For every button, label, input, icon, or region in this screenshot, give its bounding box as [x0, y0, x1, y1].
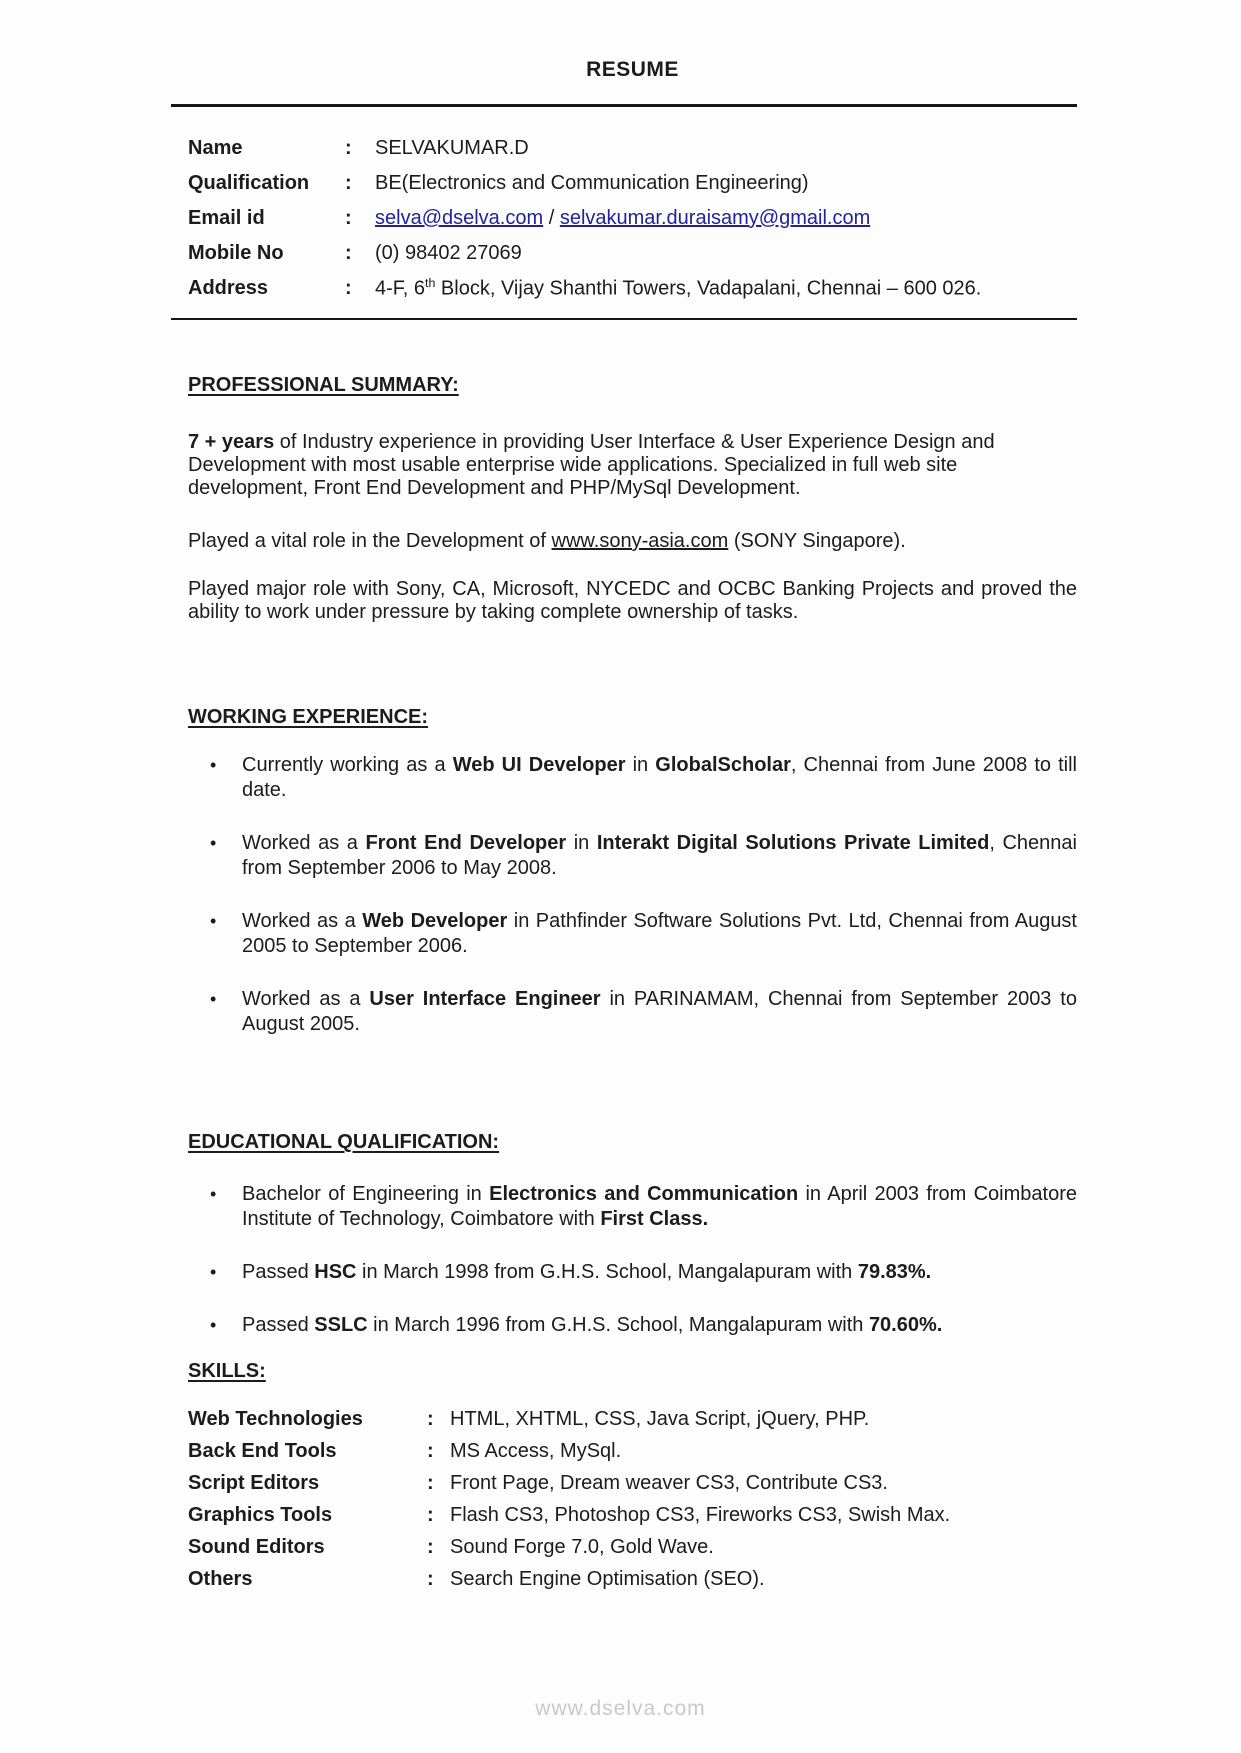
text-segment: SSLC	[314, 1314, 368, 1336]
sony-asia-url: www.sony-asia.com	[551, 530, 729, 552]
education-text	[242, 1183, 1077, 1230]
text-segment: Web UI Developer	[452, 754, 626, 776]
contact-block	[188, 131, 1077, 306]
bullet-icon: •	[210, 1262, 217, 1282]
skill-value: Search Engine Optimisation (SEO).	[450, 1567, 765, 1590]
colon-separator: :	[427, 1535, 434, 1558]
text-segment: Worked as a	[242, 988, 370, 1010]
experience-item	[188, 909, 1077, 959]
education-text	[242, 1314, 942, 1336]
skill-value: HTML, XHTML, CSS, Java Script, jQuery, PHP.	[450, 1407, 870, 1430]
text-segment: 4-F, 6	[375, 277, 426, 300]
text-segment: in	[566, 832, 597, 854]
text-segment: in April 2003 from Coimbatore Institute of Technology, Coimbatore with	[242, 1183, 1077, 1230]
contact-label: Mobile No	[188, 242, 284, 264]
skill-value: Sound Forge 7.0, Gold Wave.	[450, 1535, 714, 1558]
text-segment: , Chennai from June 2008 to till date.	[242, 754, 1077, 801]
education-list	[188, 1182, 1077, 1338]
contact-label: Name	[188, 137, 243, 159]
colon-separator: :	[427, 1407, 434, 1430]
section-heading-skills: SKILLS:	[188, 1360, 266, 1382]
text-segment: Electronics and Communication	[489, 1183, 799, 1205]
summary-paragraph-projects	[188, 578, 1077, 624]
text-segment: Played major role with Sony, CA, Microsoft, NYCEDC and OCBC Banking Projects and proved the ability to work under pressure by taking complete ownership of tasks.	[188, 578, 1077, 623]
header-bottom-divider	[171, 318, 1077, 320]
skill-row	[188, 1499, 1077, 1531]
contact-label: Qualification	[188, 172, 310, 194]
contact-value-mobile	[375, 242, 1077, 265]
text-segment: Passed	[242, 1261, 315, 1283]
text-segment: (SONY Singapore).	[728, 530, 906, 552]
resume-title: RESUME	[586, 58, 679, 81]
footer-watermark: www.dselva.com	[535, 1697, 706, 1720]
colon-separator: :	[427, 1471, 434, 1494]
text-segment: of Industry experience in providing User Interface & User Experience Design and Development with most usable enterprise wide applications. Specialized in full web site development, Front End Development and PHP/MySql Development.	[188, 431, 995, 499]
education-text	[242, 1261, 931, 1283]
text-segment: in PARINAMAM, Chennai from September 2003 to August 2005.	[242, 988, 1077, 1035]
skill-row	[188, 1435, 1077, 1467]
skill-label: Web Technologies	[188, 1407, 363, 1430]
contact-label: Email id	[188, 207, 265, 229]
contact-row	[188, 236, 1077, 271]
skill-value: Front Page, Dream weaver CS3, Contribute CS3.	[450, 1471, 888, 1494]
bullet-icon: •	[210, 1315, 217, 1335]
summary-paragraph-sony	[188, 530, 1077, 553]
text-segment: Currently working as a	[242, 754, 453, 776]
colon-separator: :	[345, 137, 352, 159]
section-heading-educational-qualification: EDUCATIONAL QUALIFICATION:	[188, 1131, 500, 1153]
skill-label: Sound Editors	[188, 1535, 325, 1558]
text-segment: 70.60%.	[868, 1314, 943, 1336]
text-segment: Block, Vijay Shanthi Towers, Vadapalani, Chennai – 600 026.	[435, 277, 982, 300]
experience-text	[242, 754, 1077, 801]
skill-value: MS Access, MySql.	[450, 1439, 622, 1462]
text-segment: in March 1996 from G.H.S. School, Mangalapuram with	[367, 1314, 869, 1336]
colon-separator: :	[345, 172, 352, 194]
email-link-secondary[interactable]: selvakumar.duraisamy@gmail.com	[559, 207, 871, 229]
skill-label: Back End Tools	[188, 1439, 337, 1462]
text-segment: BE(Electronics and Communication Engineering)	[375, 172, 809, 194]
text-segment: Worked as a	[242, 910, 363, 932]
contact-row	[188, 271, 1077, 306]
skill-label: Others	[188, 1567, 253, 1590]
skill-label: Script Editors	[188, 1471, 320, 1494]
summary-paragraph-experience	[188, 431, 1077, 500]
experience-text	[242, 832, 1077, 879]
text-segment: GlobalScholar	[655, 754, 791, 776]
header-top-divider	[171, 104, 1077, 107]
text-segment: User Interface Engineer	[369, 988, 601, 1010]
text-segment: 79.83%.	[857, 1261, 932, 1283]
text-segment: Worked as a	[242, 832, 366, 854]
colon-separator: :	[345, 207, 352, 229]
skill-label: Graphics Tools	[188, 1503, 333, 1526]
text-segment: Passed	[242, 1314, 315, 1336]
contact-row	[188, 166, 1077, 201]
text-segment: in Pathfinder Software Solutions Pvt. Ltd, Chennai from August 2005 to September 2006.	[242, 910, 1077, 957]
contact-value-email	[375, 207, 1077, 230]
text-segment: Played a vital role in the Development of	[188, 530, 552, 552]
contact-label: Address	[188, 277, 269, 299]
text-segment: First Class.	[600, 1208, 709, 1230]
education-item	[188, 1182, 1077, 1232]
text-segment: Front End Developer	[365, 832, 567, 854]
experience-list	[188, 753, 1077, 1037]
text-segment: in March 1998 from G.H.S. School, Mangalapuram with	[356, 1261, 858, 1283]
colon-separator: :	[345, 277, 352, 299]
colon-separator: :	[345, 242, 352, 264]
skill-row	[188, 1403, 1077, 1435]
section-heading-working-experience: WORKING EXPERIENCE:	[188, 706, 429, 728]
text-segment: in	[625, 754, 656, 776]
education-item	[188, 1313, 1077, 1338]
text-segment: th	[425, 276, 436, 291]
experience-item	[188, 831, 1077, 881]
text-segment: /	[543, 207, 560, 229]
colon-separator: :	[427, 1567, 434, 1590]
text-segment: Bachelor of Engineering in	[242, 1183, 490, 1205]
contact-row	[188, 201, 1077, 236]
text-segment: Interakt Digital Solutions Private Limited	[596, 832, 990, 854]
bullet-icon: •	[210, 755, 217, 775]
skill-row	[188, 1563, 1077, 1595]
bullet-icon: •	[210, 833, 217, 853]
bullet-icon: •	[210, 1184, 217, 1204]
colon-separator: :	[427, 1439, 434, 1462]
text-segment: SELVAKUMAR.D	[375, 137, 529, 159]
contact-value-qualification	[375, 172, 1077, 195]
skills-table	[188, 1403, 1077, 1595]
contact-row	[188, 131, 1077, 166]
email-link-primary[interactable]: selva@dselva.com	[375, 207, 544, 229]
resume-content	[188, 0, 1077, 1595]
text-segment: 7 + years	[188, 431, 275, 453]
bullet-icon: •	[210, 911, 217, 931]
experience-item	[188, 987, 1077, 1037]
text-segment: Web Developer	[362, 910, 508, 932]
text-segment: HSC	[314, 1261, 357, 1283]
section-heading-professional-summary: PROFESSIONAL SUMMARY:	[188, 374, 459, 396]
contact-value-name	[375, 137, 1077, 160]
experience-item	[188, 753, 1077, 803]
skill-row	[188, 1531, 1077, 1563]
skill-value: Flash CS3, Photoshop CS3, Fireworks CS3, Swish Max.	[450, 1503, 951, 1526]
experience-text	[242, 910, 1077, 957]
contact-value-address	[375, 276, 1077, 301]
colon-separator: :	[427, 1503, 434, 1526]
education-item	[188, 1260, 1077, 1285]
bullet-icon: •	[210, 989, 217, 1009]
text-segment: , Chennai from September 2006 to May 2008.	[242, 832, 1077, 879]
text-segment: (0) 98402 27069	[375, 242, 522, 264]
experience-text	[242, 988, 1077, 1035]
skill-row	[188, 1467, 1077, 1499]
